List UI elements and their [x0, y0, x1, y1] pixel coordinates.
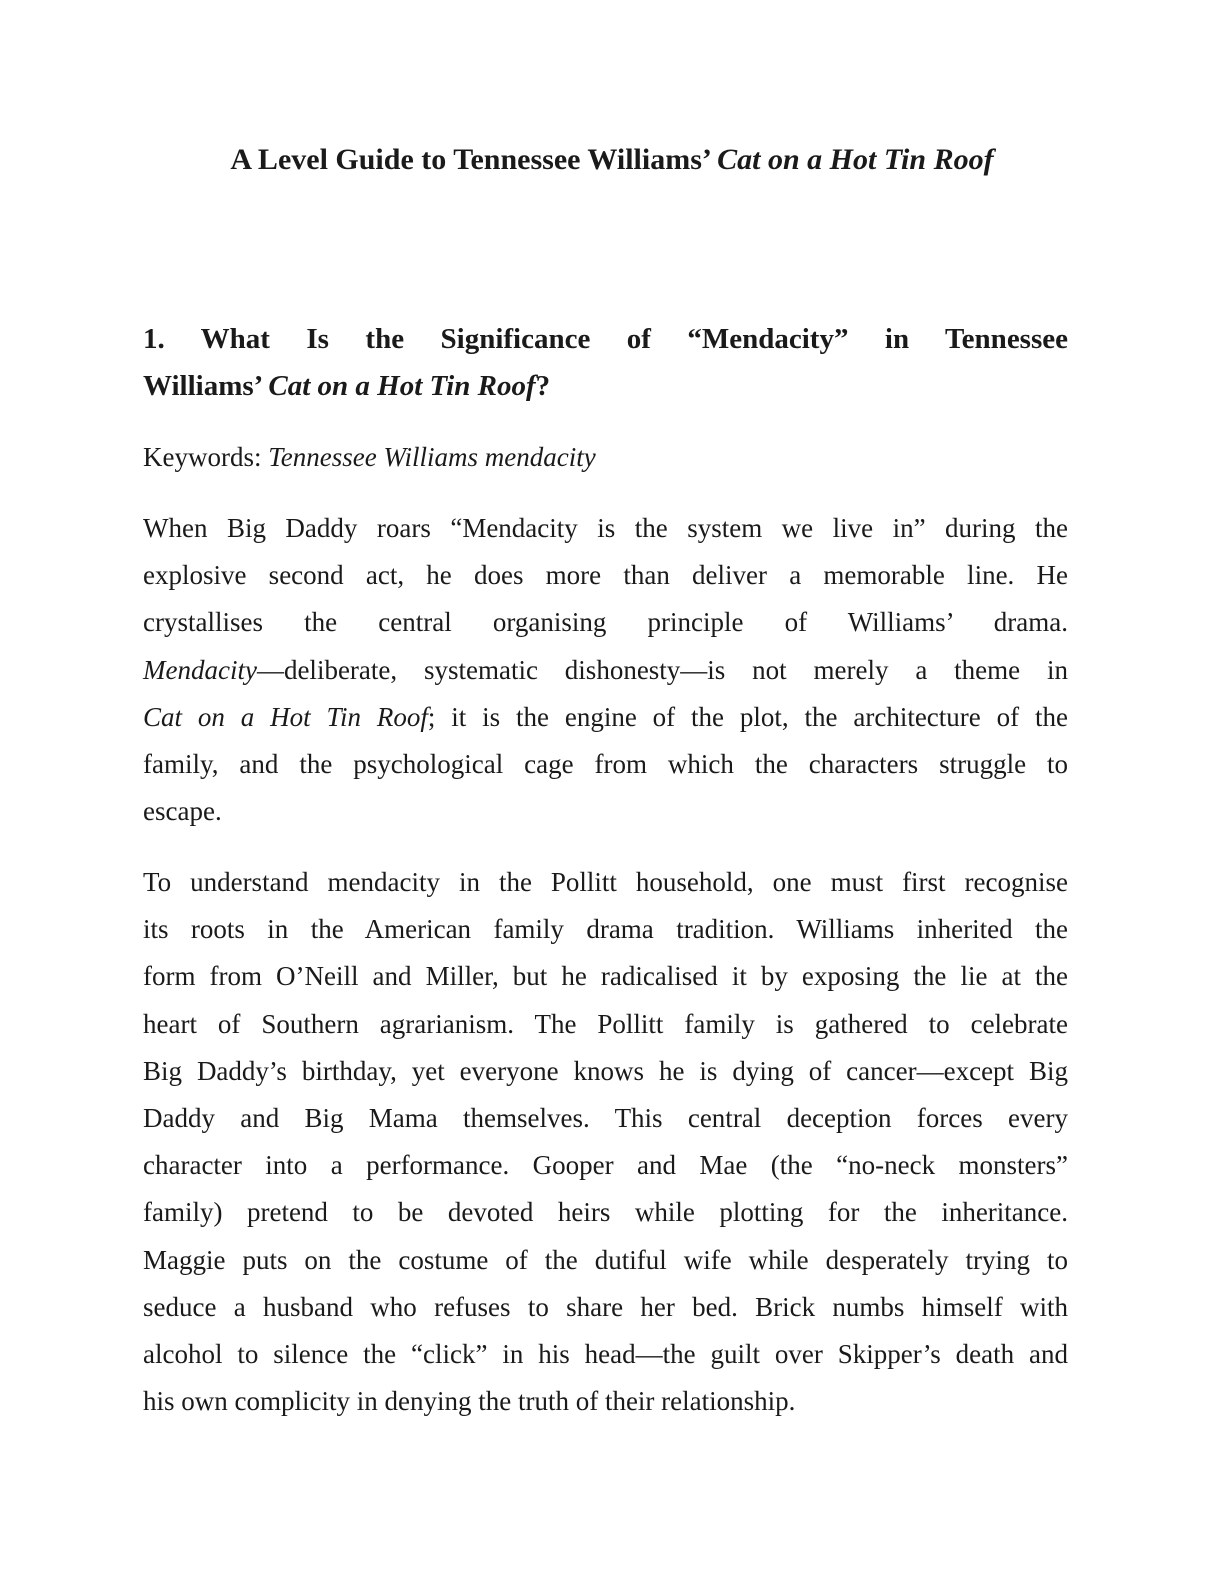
paragraph-1 [143, 505, 1068, 835]
text-segment: his own complicity in denying the truth of their relationship. [143, 1386, 796, 1417]
text-line [143, 1001, 1068, 1048]
text-line [143, 647, 1068, 694]
document-title [0, 140, 1224, 180]
text-line [143, 953, 1068, 1000]
text-segment: character into a performance. Gooper and Mae (the “no-neck monsters” [143, 1150, 1068, 1181]
text-line [143, 316, 1068, 363]
text-segment: explosive second act, he does more than deliver a memorable line. He [143, 560, 1068, 591]
text-segment: —deliberate, systematic dishonesty—is not merely a theme in [256, 654, 1068, 685]
text-segment: crystallises the central organising principle of Williams’ drama. [143, 607, 1068, 638]
text-line [143, 1378, 1068, 1425]
text-line [143, 741, 1068, 788]
text-line [143, 1095, 1068, 1142]
text-segment: escape. [143, 796, 222, 827]
section-heading [143, 316, 1068, 410]
text-segment: its roots in the American family drama tradition. Williams inherited the [143, 914, 1068, 945]
text-line [143, 434, 1068, 481]
text-line [143, 599, 1068, 646]
text-segment: family) pretend to be devoted heirs while plotting for the inheritance. [143, 1197, 1068, 1228]
text-line [143, 1237, 1068, 1284]
text-segment: 1. What Is the Significance of “Mendacity” in Tennessee [143, 323, 1068, 355]
text-segment: When Big Daddy roars “Mendacity is the system we live in” during the [143, 513, 1068, 543]
italic-text: Mendacity [143, 654, 257, 685]
italic-text: Tennessee Williams mendacity [268, 442, 596, 472]
text-line [143, 694, 1068, 741]
text-segment: To understand mendacity in the Pollitt household, one must first recognise [143, 867, 1068, 897]
text-line [143, 906, 1068, 953]
document-title-text: A Level Guide to Tennessee Williams’ [230, 143, 718, 176]
text-line [143, 859, 1068, 906]
text-segment: ? [535, 370, 551, 402]
paragraph-2 [143, 859, 1068, 1425]
document-title-play: Cat on a Hot Tin Roof [717, 143, 994, 176]
text-line [143, 1048, 1068, 1095]
text-line [143, 552, 1068, 599]
text-segment: ; it is the engine of the plot, the architecture of the [427, 701, 1068, 732]
italic-text: Cat on a Hot Tin Roof [143, 701, 428, 732]
text-segment: Daddy and Big Mama themselves. This central deception forces every [143, 1102, 1068, 1133]
text-line [143, 363, 1068, 410]
text-line [143, 505, 1068, 552]
text-segment: Williams’ [143, 370, 269, 402]
keywords-line [143, 434, 1068, 481]
text-segment: family, and the psychological cage from which the characters struggle to [143, 748, 1068, 779]
text-line [143, 1284, 1068, 1331]
italic-text: Cat on a Hot Tin Roof [268, 370, 536, 402]
text-line [143, 1189, 1068, 1236]
text-line [143, 1331, 1068, 1378]
text-segment: alcohol to silence the “click” in his head—the guilt over Skipper’s death and [143, 1338, 1068, 1369]
text-segment: Maggie puts on the costume of the dutiful wife while desperately trying to [143, 1244, 1068, 1275]
text-segment: form from O’Neill and Miller, but he radicalised it by exposing the lie at the [143, 961, 1068, 992]
text-segment: Keywords: [143, 442, 269, 472]
text-segment: heart of Southern agrarianism. The Pollitt family is gathered to celebrate [143, 1008, 1068, 1039]
text-segment: seduce a husband who refuses to share her bed. Brick numbs himself with [143, 1291, 1068, 1322]
text-segment: Big Daddy’s birthday, yet everyone knows he is dying of cancer—except Big [143, 1055, 1068, 1086]
text-line [143, 1142, 1068, 1189]
text-line [143, 788, 1068, 835]
